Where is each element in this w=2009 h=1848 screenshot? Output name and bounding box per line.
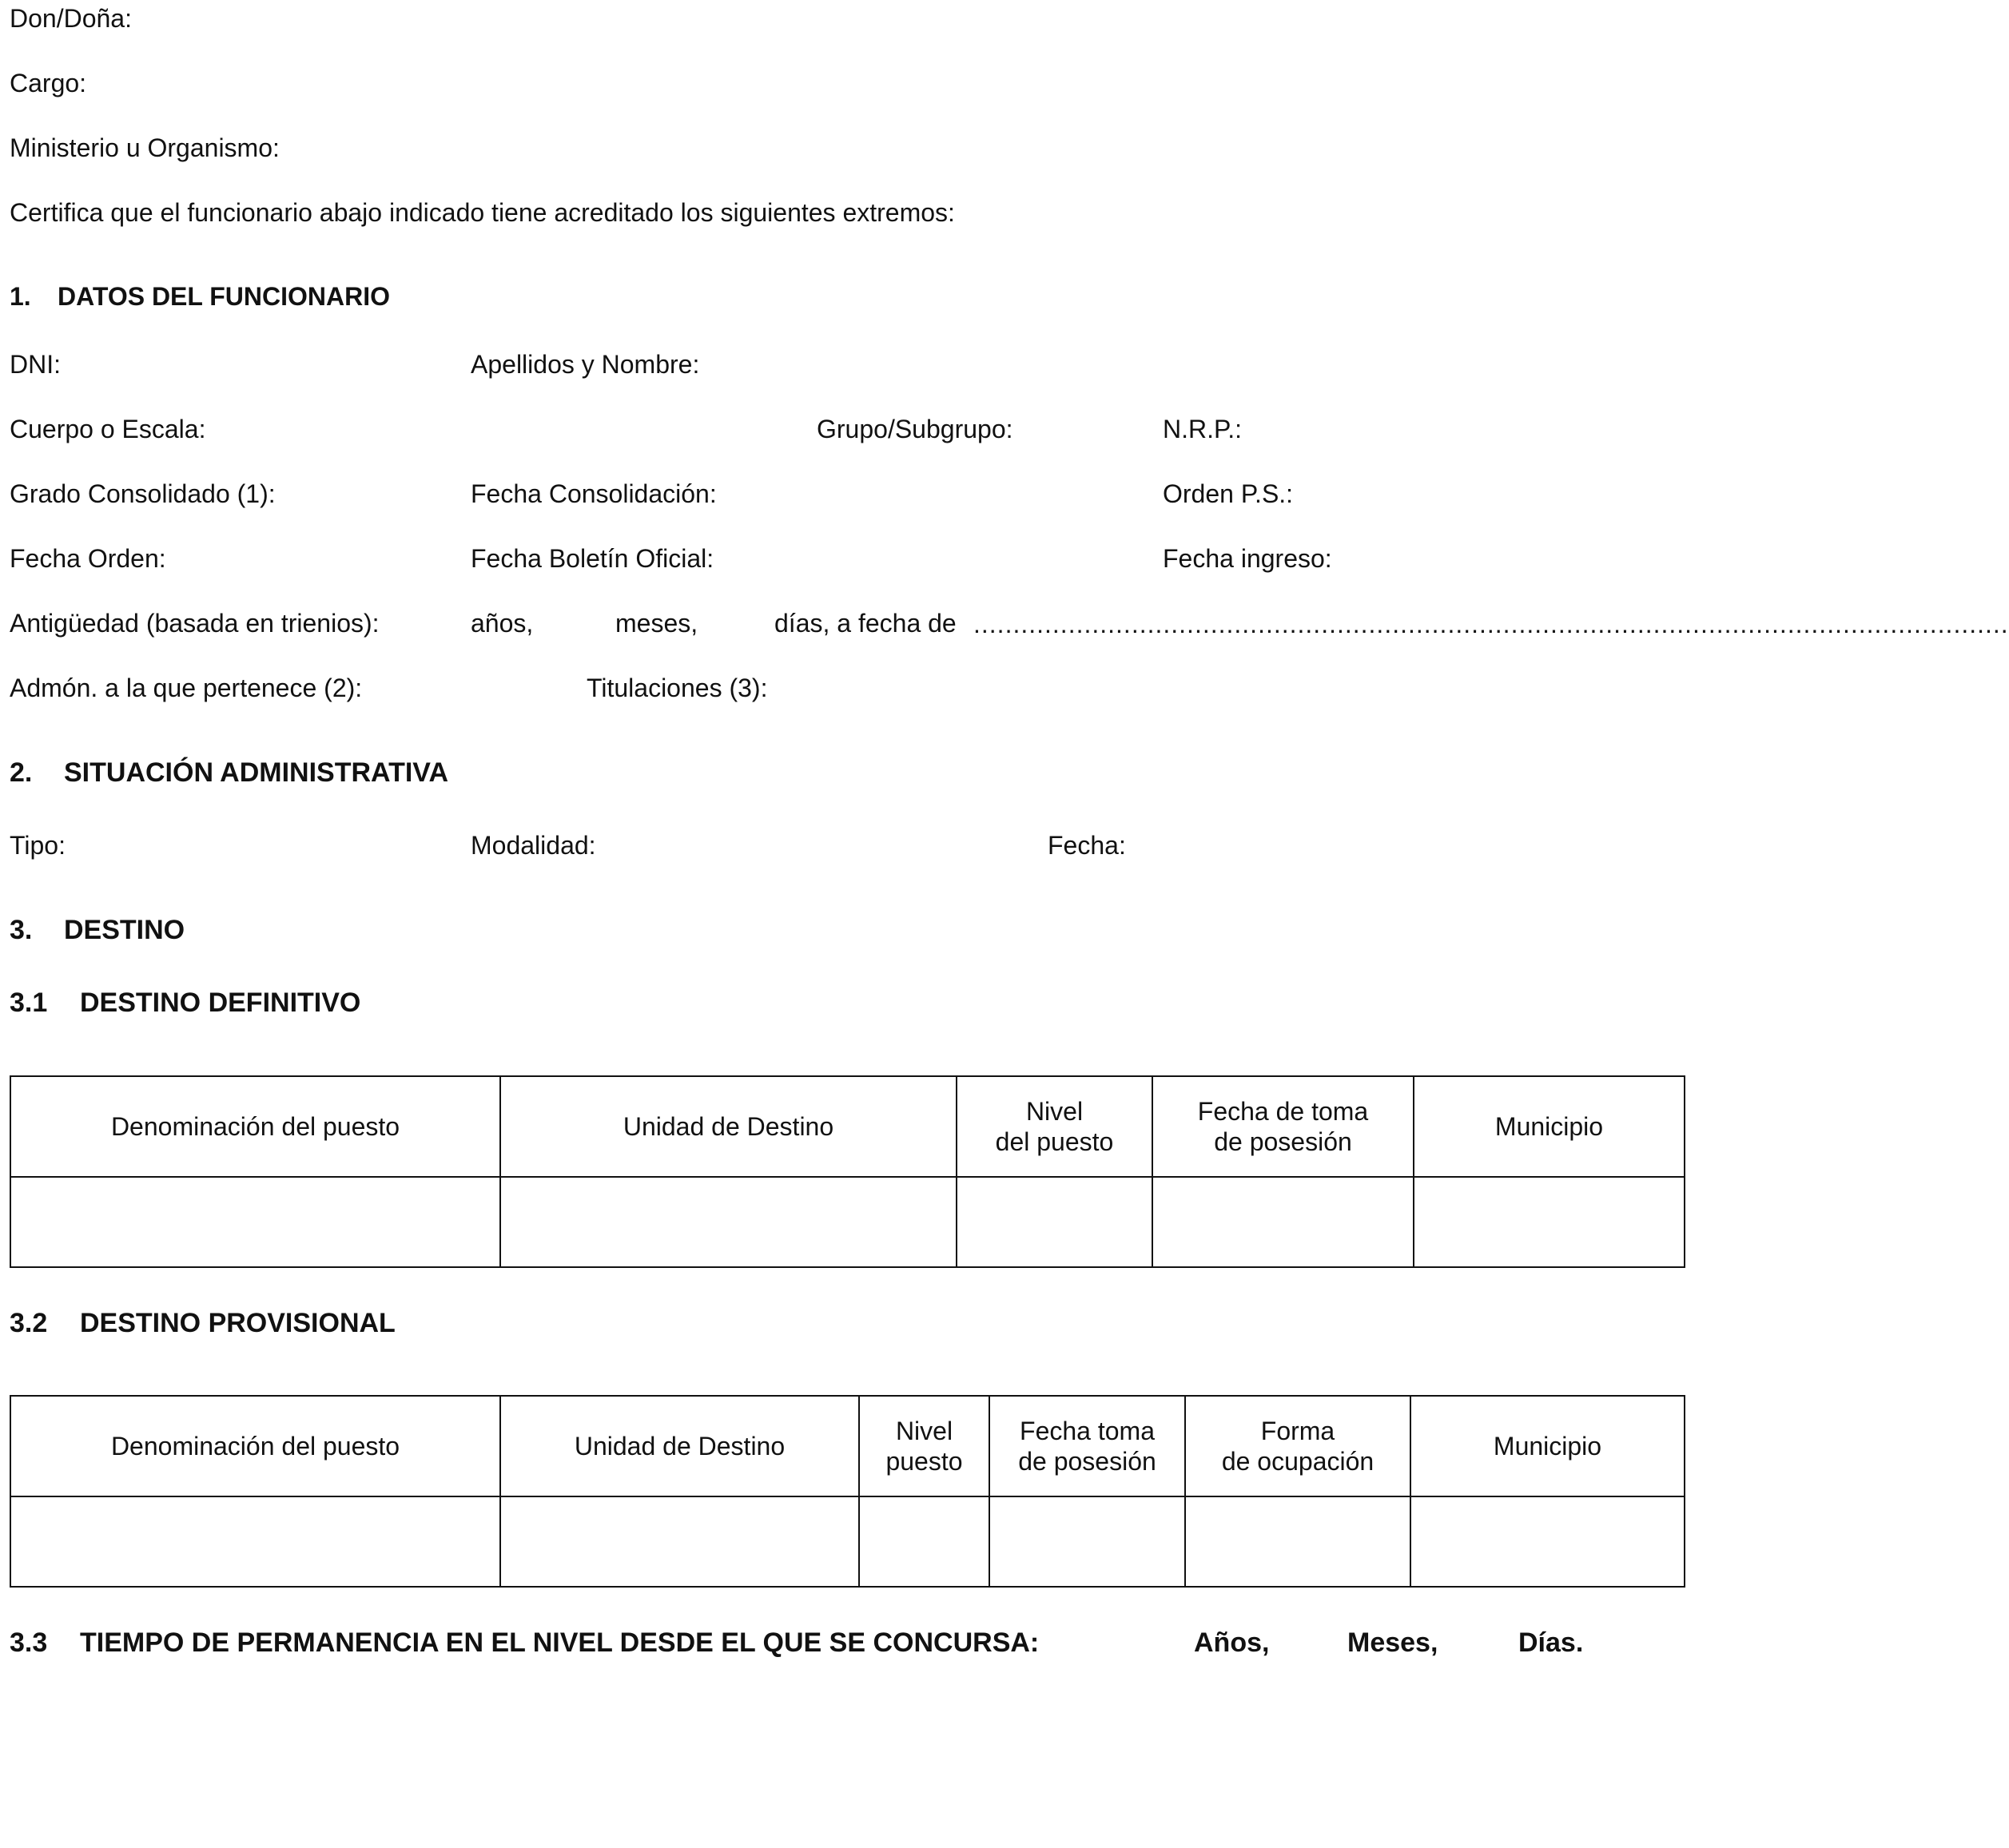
apellidos-label: Apellidos y Nombre:	[471, 350, 700, 379]
section-3-2-number: 3.2	[10, 1308, 48, 1338]
section-3-3-heading	[10, 1627, 1039, 1659]
permanencia-anos-label: Años,	[1194, 1627, 1270, 1658]
destino-definitivo-table	[10, 1075, 1685, 1268]
permanencia-meses-label: Meses,	[1347, 1627, 1438, 1658]
fecha-label: Fecha:	[1048, 831, 1126, 860]
admon-label: Admón. a la que pertenece (2):	[10, 674, 363, 702]
column-header-unidad: Unidad de Destino	[500, 1076, 957, 1177]
fecha-toma-cell[interactable]	[989, 1496, 1185, 1587]
municipio-cell[interactable]	[1414, 1177, 1685, 1267]
column-header-fecha-toma: Fecha de toma de posesión	[1152, 1076, 1414, 1177]
nivel-cell[interactable]	[957, 1177, 1152, 1267]
permanencia-dias-label: Días.	[1518, 1627, 1584, 1658]
fecha-boletin-label: Fecha Boletín Oficial:	[471, 544, 714, 573]
anos-label: años,	[471, 609, 534, 638]
column-header-denominacion: Denominación del puesto	[10, 1396, 500, 1496]
municipio-cell[interactable]	[1410, 1496, 1685, 1587]
dias-fecha-label: días, a fecha de	[774, 609, 957, 638]
section-3-3-number: 3.3	[10, 1627, 48, 1658]
section-1-title: DATOS DEL FUNCIONARIO	[58, 282, 391, 311]
column-header-nivel: Nivel del puesto	[957, 1076, 1152, 1177]
fecha-consolidacion-label: Fecha Consolidación:	[471, 479, 717, 508]
column-header-unidad: Unidad de Destino	[500, 1396, 859, 1496]
antiguedad-label: Antigüedad (basada en trienios):	[10, 609, 380, 638]
orden-ps-label: Orden P.S.:	[1163, 479, 1294, 508]
nivel-cell[interactable]	[859, 1496, 989, 1587]
denominacion-cell[interactable]	[10, 1496, 500, 1587]
certifica-text: Certifica que el funcionario abajo indicado tiene acreditado los siguientes extremos:	[10, 198, 955, 227]
nrp-label: N.R.P.:	[1163, 415, 1242, 443]
section-3-heading	[10, 914, 185, 946]
grado-label: Grado Consolidado (1):	[10, 479, 276, 508]
column-header-denominacion: Denominación del puesto	[10, 1076, 500, 1177]
ministerio-label: Ministerio u Organismo:	[10, 133, 280, 162]
section-1-number: 1.	[10, 282, 31, 311]
don-dona-label: Don/Doña:	[10, 4, 132, 33]
column-header-forma-ocupacion: Forma de ocupación	[1185, 1396, 1410, 1496]
column-header-nivel: Nivel puesto	[859, 1396, 989, 1496]
unidad-cell[interactable]	[500, 1177, 957, 1267]
section-3-number: 3.	[10, 915, 33, 945]
cuerpo-label: Cuerpo o Escala:	[10, 415, 206, 443]
column-header-municipio: Municipio	[1414, 1076, 1685, 1177]
fecha-ingreso-label: Fecha ingreso:	[1163, 544, 1332, 573]
fecha-dotted-line: ...................................................................................................................................	[973, 610, 2009, 638]
section-2-number: 2.	[10, 757, 33, 788]
fecha-orden-label: Fecha Orden:	[10, 544, 166, 573]
section-3-3-title: TIEMPO DE PERMANENCIA EN EL NIVEL DESDE EL QUE SE CONCURSA:	[80, 1627, 1040, 1658]
section-3-1-heading	[10, 987, 360, 1019]
table-header-row	[10, 1076, 1685, 1177]
table-row	[10, 1177, 1685, 1267]
tipo-label: Tipo:	[10, 831, 66, 860]
grupo-label: Grupo/Subgrupo:	[817, 415, 1013, 443]
column-header-fecha-toma: Fecha toma de posesión	[989, 1396, 1185, 1496]
unidad-cell[interactable]	[500, 1496, 859, 1587]
section-3-title: DESTINO	[64, 915, 185, 945]
section-2-title: SITUACIÓN ADMINISTRATIVA	[64, 757, 449, 788]
modalidad-label: Modalidad:	[471, 831, 596, 860]
dni-label: DNI:	[10, 350, 61, 379]
cargo-label: Cargo:	[10, 69, 87, 97]
column-header-municipio: Municipio	[1410, 1396, 1685, 1496]
forma-ocupacion-cell[interactable]	[1185, 1496, 1410, 1587]
table-row	[10, 1496, 1685, 1587]
titulaciones-label: Titulaciones (3):	[587, 674, 768, 702]
section-1-heading	[10, 281, 390, 312]
table-header-row	[10, 1396, 1685, 1496]
denominacion-cell[interactable]	[10, 1177, 500, 1267]
section-3-2-heading	[10, 1307, 396, 1339]
section-3-1-title: DESTINO DEFINITIVO	[80, 988, 361, 1018]
destino-provisional-table	[10, 1395, 1685, 1588]
fecha-toma-cell[interactable]	[1152, 1177, 1414, 1267]
section-3-2-title: DESTINO PROVISIONAL	[80, 1308, 396, 1338]
meses-label: meses,	[615, 609, 698, 638]
section-3-1-number: 3.1	[10, 988, 48, 1018]
section-2-heading	[10, 757, 448, 789]
